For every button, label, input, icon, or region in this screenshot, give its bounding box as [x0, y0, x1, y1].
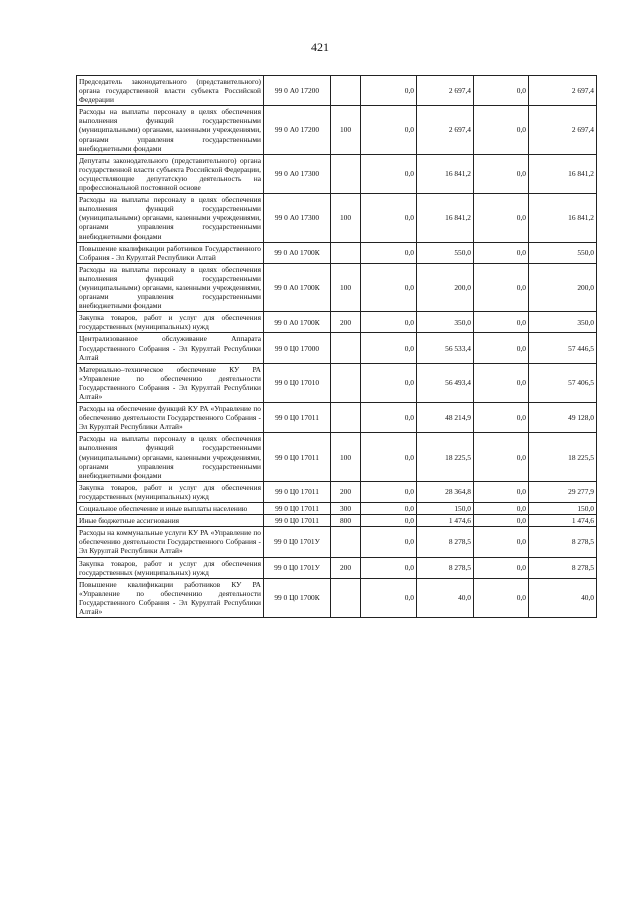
row-name: Расходы на выплаты персоналу в целях обеспечения выполнения функций государственными (муниципальными) органами, казенными учреждениями, органами управления государственными внебюджетными фондами: [77, 433, 264, 481]
row-amount-1: 0,0: [361, 106, 417, 154]
row-amount-1: 0,0: [361, 481, 417, 502]
row-amount-1: 0,0: [361, 194, 417, 242]
row-code: 99 0 Ц0 17011: [264, 503, 331, 515]
row-amount-2: 200,0: [417, 263, 474, 311]
row-amount-2: 1 474,6: [417, 515, 474, 527]
row-name: Закупка товаров, работ и услуг для обеспечения государственных (муниципальных) нужд: [77, 557, 264, 578]
row-amount-4: 200,0: [529, 263, 597, 311]
row-expense-type: [331, 363, 361, 402]
row-amount-4: 57 446,5: [529, 333, 597, 363]
row-amount-4: 18 225,5: [529, 433, 597, 481]
row-amount-4: 2 697,4: [529, 106, 597, 154]
table-row: [77, 515, 597, 527]
row-amount-2: 2 697,4: [417, 76, 474, 106]
row-name: Материально–техническое обеспечение КУ РА «Управление по обеспечению деятельности Государственного Собрания - Эл Курултай Республики Алтай»: [77, 363, 264, 402]
page-number: 421: [311, 40, 329, 54]
row-name: Централизованное обслуживание Аппарата Государственного Собрания - Эл Курултай Республики Алтай: [77, 333, 264, 363]
row-expense-type: 200: [331, 481, 361, 502]
table-row: [77, 312, 597, 333]
row-amount-3: 0,0: [474, 578, 529, 617]
budget-table: [76, 75, 597, 618]
row-amount-4: 29 277,9: [529, 481, 597, 502]
row-amount-3: 0,0: [474, 106, 529, 154]
row-code: 99 0 А0 17300: [264, 194, 331, 242]
row-amount-3: 0,0: [474, 433, 529, 481]
row-amount-1: 0,0: [361, 433, 417, 481]
row-amount-2: 2 697,4: [417, 106, 474, 154]
row-expense-type: [331, 154, 361, 193]
row-amount-4: 150,0: [529, 503, 597, 515]
row-amount-2: 8 278,5: [417, 557, 474, 578]
row-name: Председатель законодательного (представительного) органа государственной власти субъекта Российской Федерации: [77, 76, 264, 106]
row-amount-1: 0,0: [361, 333, 417, 363]
row-amount-2: 40,0: [417, 578, 474, 617]
row-amount-3: 0,0: [474, 333, 529, 363]
row-amount-1: 0,0: [361, 503, 417, 515]
row-name: Расходы на выплаты персоналу в целях обеспечения выполнения функций государственными (муниципальными) органами, казенными учреждениями, органами управления государственными внебюджетными фондами: [77, 263, 264, 311]
row-amount-4: 350,0: [529, 312, 597, 333]
row-code: 99 0 Ц0 17010: [264, 363, 331, 402]
row-code: 99 0 Ц0 17011: [264, 433, 331, 481]
row-expense-type: [331, 76, 361, 106]
table-row: [77, 503, 597, 515]
row-expense-type: 200: [331, 312, 361, 333]
row-code: 99 0 А0 1700К: [264, 263, 331, 311]
table-row: [77, 263, 597, 311]
row-amount-3: 0,0: [474, 312, 529, 333]
row-amount-3: 0,0: [474, 557, 529, 578]
row-amount-4: 550,0: [529, 242, 597, 263]
row-expense-type: [331, 403, 361, 433]
row-amount-2: 16 841,2: [417, 154, 474, 193]
row-amount-1: 0,0: [361, 312, 417, 333]
row-name: Иные бюджетные ассигнования: [77, 515, 264, 527]
row-amount-4: 16 841,2: [529, 154, 597, 193]
row-amount-4: 2 697,4: [529, 76, 597, 106]
row-code: 99 0 А0 17200: [264, 76, 331, 106]
row-amount-3: 0,0: [474, 194, 529, 242]
row-amount-1: 0,0: [361, 403, 417, 433]
row-amount-1: 0,0: [361, 154, 417, 193]
row-name: Закупка товаров, работ и услуг для обеспечения государственных (муниципальных) нужд: [77, 312, 264, 333]
row-name: Социальное обеспечение и иные выплаты населению: [77, 503, 264, 515]
row-code: 99 0 Ц0 17011: [264, 403, 331, 433]
row-code: 99 0 А0 17200: [264, 106, 331, 154]
row-code: 99 0 Ц0 1700К: [264, 578, 331, 617]
row-expense-type: [331, 333, 361, 363]
row-amount-3: 0,0: [474, 363, 529, 402]
row-amount-2: 28 364,8: [417, 481, 474, 502]
row-amount-3: 0,0: [474, 76, 529, 106]
table-row: [77, 76, 597, 106]
row-code: 99 0 Ц0 17011: [264, 515, 331, 527]
row-amount-2: 8 278,5: [417, 527, 474, 557]
row-expense-type: [331, 578, 361, 617]
row-amount-3: 0,0: [474, 527, 529, 557]
row-code: 99 0 Ц0 1701У: [264, 557, 331, 578]
row-name: Расходы на коммунальные услуги КУ РА «Управление по обеспечению деятельности Государственного Собрания - Эл Курултай Республики Алтай»: [77, 527, 264, 557]
row-amount-2: 18 225,5: [417, 433, 474, 481]
row-amount-4: 40,0: [529, 578, 597, 617]
row-amount-3: 0,0: [474, 263, 529, 311]
row-expense-type: 200: [331, 557, 361, 578]
row-expense-type: [331, 527, 361, 557]
row-code: 99 0 А0 1700К: [264, 242, 331, 263]
row-amount-4: 1 474,6: [529, 515, 597, 527]
table-row: [77, 363, 597, 402]
row-amount-3: 0,0: [474, 154, 529, 193]
row-expense-type: 100: [331, 263, 361, 311]
row-code: 99 0 Ц0 1701У: [264, 527, 331, 557]
row-amount-2: 550,0: [417, 242, 474, 263]
row-expense-type: 800: [331, 515, 361, 527]
row-expense-type: 100: [331, 433, 361, 481]
row-amount-2: 150,0: [417, 503, 474, 515]
table-row: [77, 578, 597, 617]
row-amount-3: 0,0: [474, 403, 529, 433]
table-row: [77, 557, 597, 578]
row-amount-2: 56 533,4: [417, 333, 474, 363]
row-code: 99 0 Ц0 17011: [264, 481, 331, 502]
row-code: 99 0 А0 1700К: [264, 312, 331, 333]
table-row: [77, 403, 597, 433]
row-amount-1: 0,0: [361, 242, 417, 263]
row-amount-3: 0,0: [474, 242, 529, 263]
row-amount-2: 56 493,4: [417, 363, 474, 402]
row-amount-4: 49 128,0: [529, 403, 597, 433]
row-amount-2: 350,0: [417, 312, 474, 333]
row-amount-1: 0,0: [361, 527, 417, 557]
row-amount-1: 0,0: [361, 578, 417, 617]
table-row: [77, 194, 597, 242]
row-name: Повышение квалификации работников КУ РА «Управление по обеспечению деятельности Государственного Собрания - Эл Курултай Республики Алтай»: [77, 578, 264, 617]
row-code: 99 0 Ц0 17000: [264, 333, 331, 363]
table-row: [77, 333, 597, 363]
budget-table-body: [77, 76, 597, 618]
row-amount-3: 0,0: [474, 503, 529, 515]
table-row: [77, 106, 597, 154]
row-name: Повышение квалификации работников Государственного Собрания - Эл Курултай Республики Алтай: [77, 242, 264, 263]
row-name: Закупка товаров, работ и услуг для обеспечения государственных (муниципальных) нужд: [77, 481, 264, 502]
table-row: [77, 154, 597, 193]
row-amount-4: 16 841,2: [529, 194, 597, 242]
row-amount-4: 8 278,5: [529, 527, 597, 557]
table-row: [77, 481, 597, 502]
row-name: Расходы на выплаты персоналу в целях обеспечения выполнения функций государственными (муниципальными) органами, казенными учреждениями, органами управления государственными внебюджетными фондами: [77, 106, 264, 154]
row-amount-4: 57 406,5: [529, 363, 597, 402]
row-name: Депутаты законодательного (представительного) органа государственной власти субъекта Российской Федерации, осуществляющие депутатскую деятельность на профессиональной постоянной основе: [77, 154, 264, 193]
row-amount-1: 0,0: [361, 515, 417, 527]
row-amount-3: 0,0: [474, 515, 529, 527]
table-row: [77, 527, 597, 557]
row-amount-1: 0,0: [361, 263, 417, 311]
table-row: [77, 242, 597, 263]
row-code: 99 0 А0 17300: [264, 154, 331, 193]
row-expense-type: [331, 242, 361, 263]
row-amount-1: 0,0: [361, 363, 417, 402]
row-amount-2: 16 841,2: [417, 194, 474, 242]
row-amount-3: 0,0: [474, 481, 529, 502]
row-amount-1: 0,0: [361, 557, 417, 578]
table-row: [77, 433, 597, 481]
row-amount-4: 8 278,5: [529, 557, 597, 578]
row-expense-type: 100: [331, 106, 361, 154]
row-amount-2: 48 214,9: [417, 403, 474, 433]
row-expense-type: 300: [331, 503, 361, 515]
row-amount-1: 0,0: [361, 76, 417, 106]
row-name: Расходы на выплаты персоналу в целях обеспечения выполнения функций государственными (муниципальными) органами, казенными учреждениями, органами управления государственными внебюджетными фондами: [77, 194, 264, 242]
row-name: Расходы на обеспечение функций КУ РА «Управление по обеспечению деятельности Государственного Собрания - Эл Курултай Республики Алтай»: [77, 403, 264, 433]
row-expense-type: 100: [331, 194, 361, 242]
